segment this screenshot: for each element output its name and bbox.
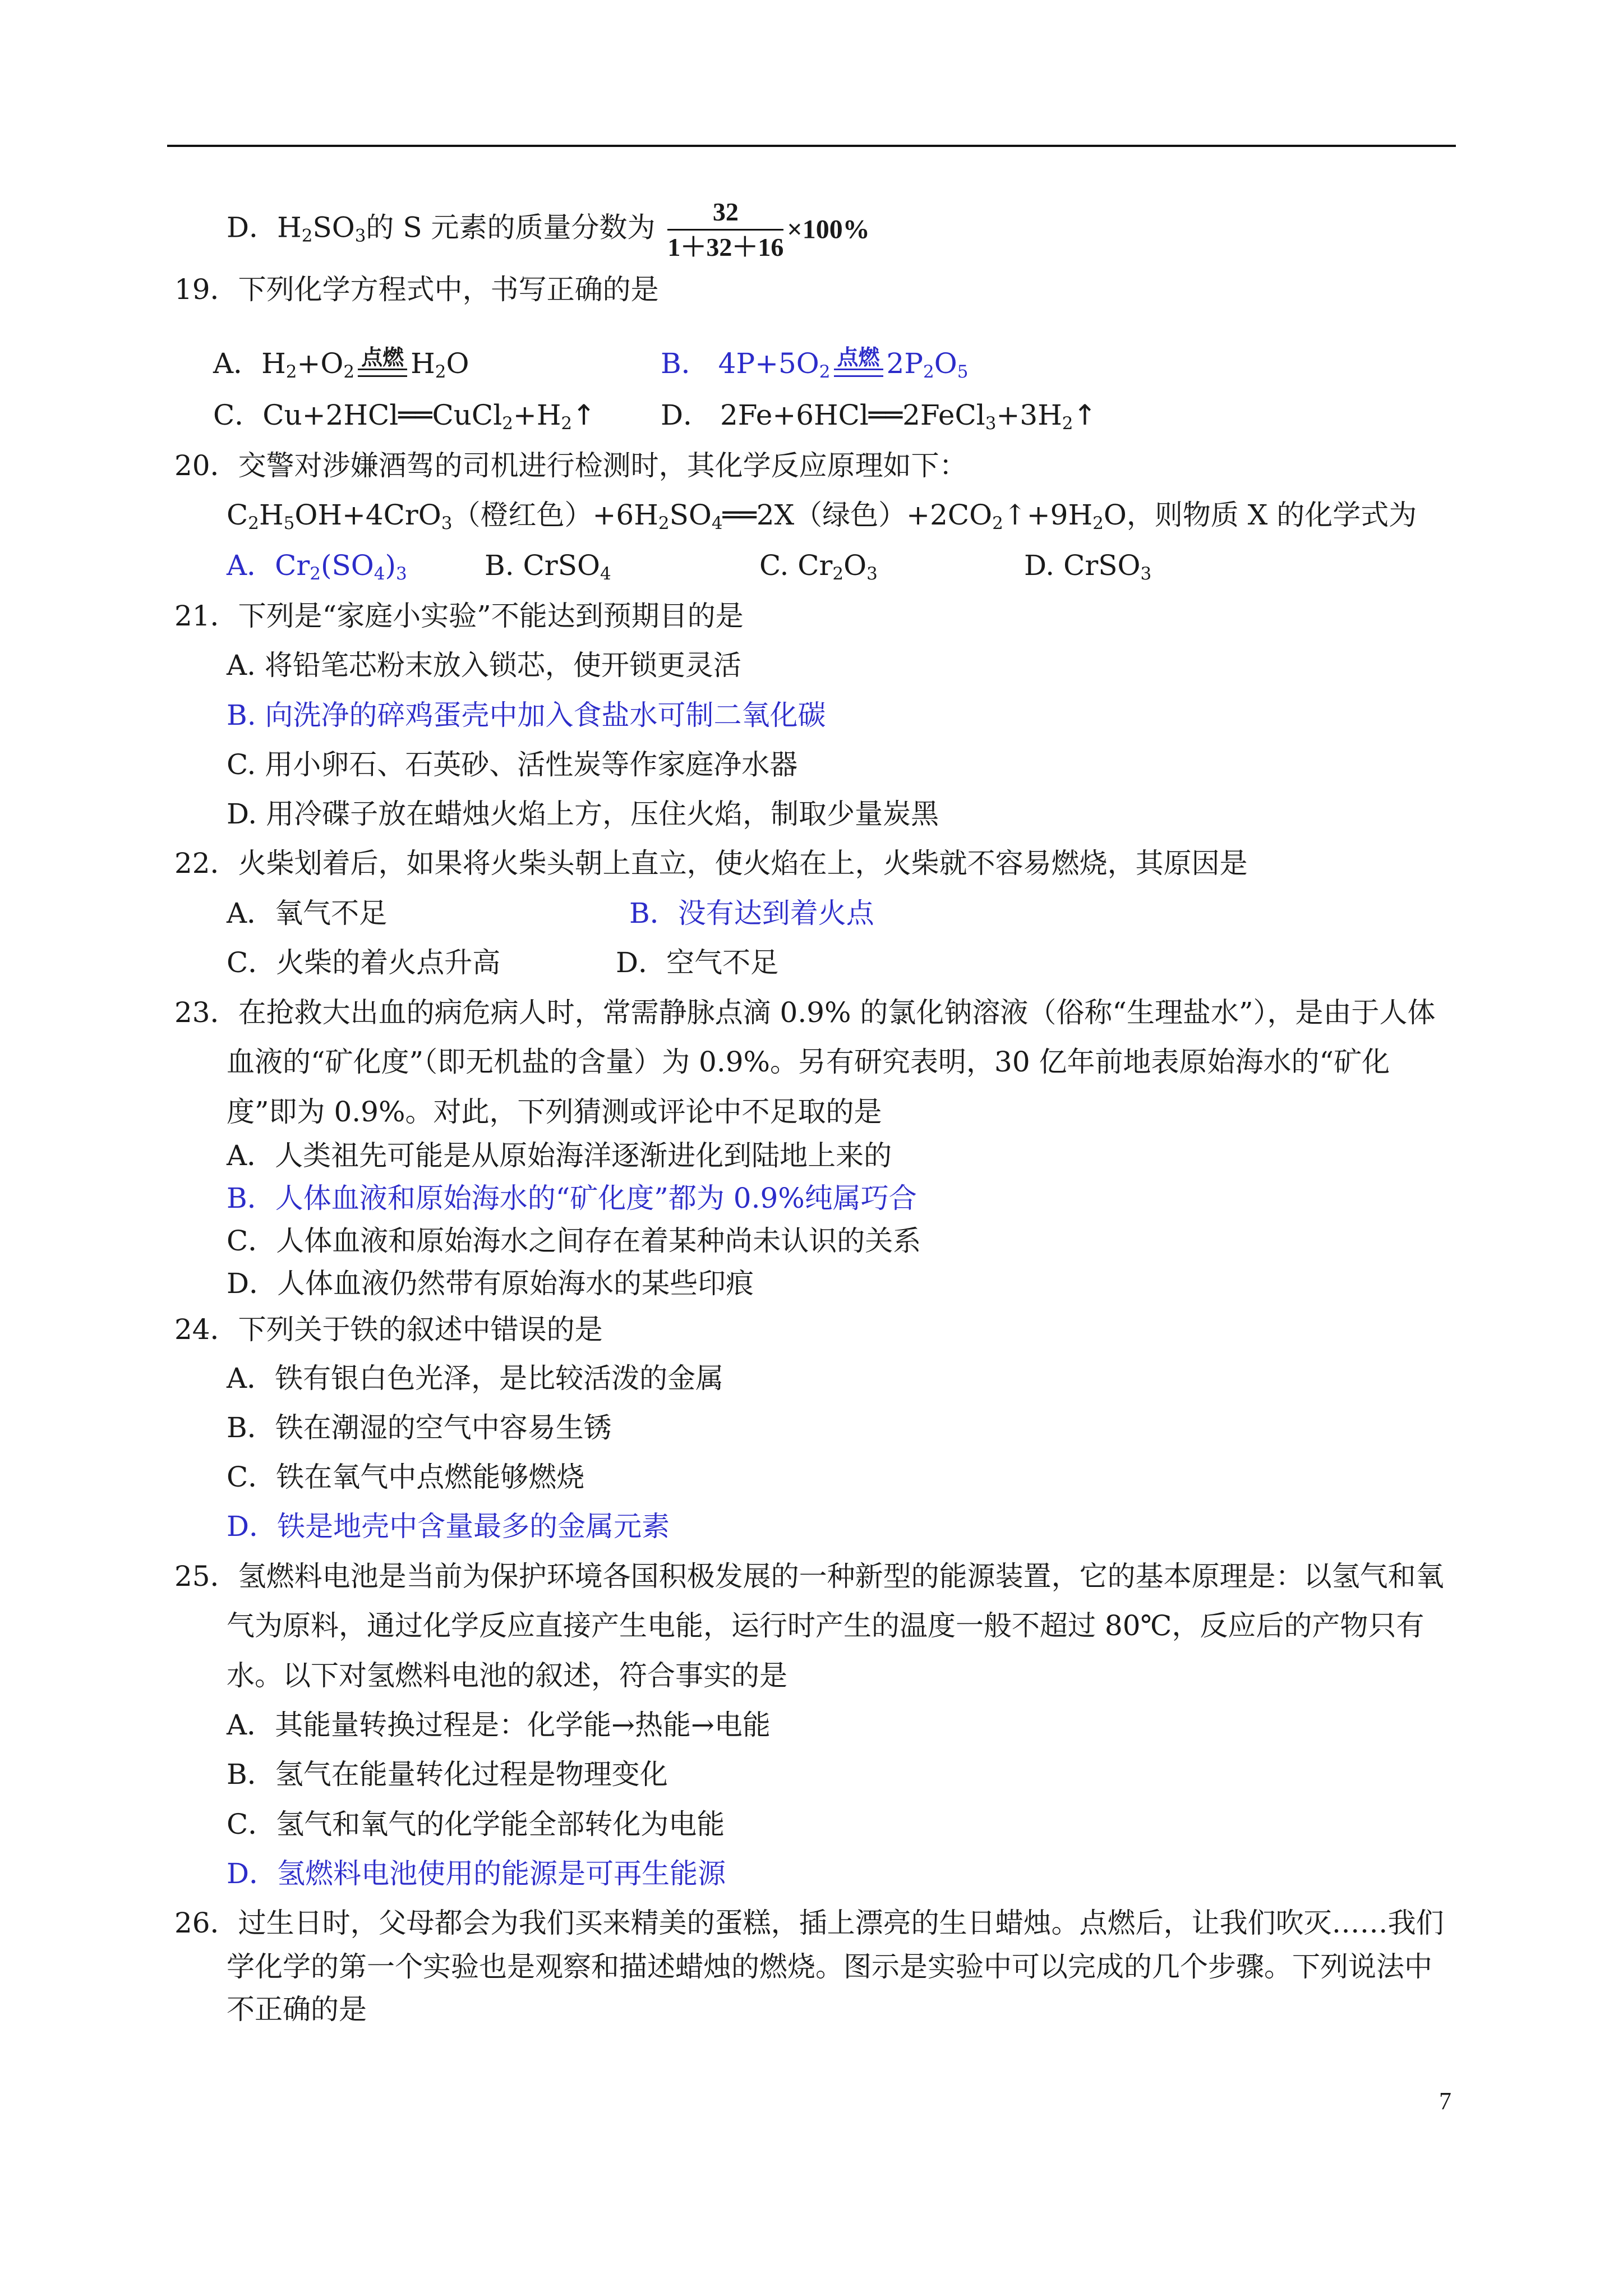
q20-equation: $C_2H_5OH+4CrO_3$（橙红色）$+6H_2SO_4══2X$（绿色）$+2CO_2↑+9H_2O$，则物质 X 的化学式为 [227, 499, 1417, 533]
q20-option-c: C. $Cr_2O_3$ [759, 549, 878, 584]
q19-option-d: D． $2Fe+6HCl══2FeCl_3+3H_2↑$ [661, 399, 1097, 434]
q21-option-a: A. 将铅笔芯粉末放入锁芯，使开锁更灵活 [227, 649, 741, 682]
q26-stem-line-2: 学化学的第一个实验也是观察和描述蜡烛的燃烧。图示是实验中可以完成的几个步骤。下列说法中 [227, 1950, 1432, 1983]
reaction-condition: 点燃 [834, 346, 883, 377]
page-number: 7 [1439, 2087, 1451, 2115]
q24-option-a: A．铁有银白色光泽，是比较活泼的金属 [227, 1362, 724, 1395]
q23-option-b: B．人体血液和原始海水的“矿化度”都为 0.9%纯属巧合 [227, 1182, 917, 1214]
q22-option-b: B．没有达到着火点 [629, 897, 874, 930]
q19-option-a: A．$H_2+O_2$ 点燃 $H_2O$ [213, 344, 469, 382]
q20-option-b: B. CrSO$_4$ [485, 549, 611, 584]
q19-option-c: C．$Cu+2HCl══CuCl_2+H_2↑$ [213, 399, 596, 434]
up-arrow-icon: ↑ [1073, 399, 1097, 431]
mass-fraction: $\frac{32}{1+32+16}$ [667, 197, 784, 261]
q24-option-d: D．铁是地壳中含量最多的金属元素 [227, 1510, 670, 1543]
q25-option-c: C．氢气和氧气的化学能全部转化为电能 [227, 1808, 725, 1841]
q23-stem-line-2: 血液的“矿化度”（即无机盐的含量）为 0.9%。另有研究表明，30 亿年前地表原始海水的“矿化 [227, 1046, 1390, 1078]
q25-option-b: B．氢气在能量转化过程是物理变化 [227, 1758, 668, 1791]
q22-option-a: A．氧气不足 [227, 897, 388, 930]
q23-option-d: D．人体血液仍然带有原始海水的某些印痕 [227, 1267, 754, 1300]
q20-option-a: A．$Cr_2(SO_4)_3$ [227, 549, 407, 584]
q21-option-d: D. 用冷碟子放在蜡烛火焰上方，压住火焰，制取少量炭黑 [227, 798, 939, 830]
q22-option-c: C．火柴的着火点升高 [227, 946, 501, 979]
q25-option-d: D．氢燃料电池使用的能源是可再生能源 [227, 1857, 726, 1890]
q19-option-b: B． $4P+5O_2$ 点燃 $2P_2O_5$ [661, 344, 969, 382]
q21-stem: 21．下列是“家庭小实验”不能达到预期目的是 [174, 600, 744, 632]
q18-option-d: D．$H_2SO_3$的 S 元素的质量分数为 $\frac{32}{1+32+16}$ ×100% [227, 197, 870, 261]
q24-option-c: C．铁在氧气中点燃能够燃烧 [227, 1461, 585, 1493]
q20-stem: 20．交警对涉嫌酒驾的司机进行检测时，其化学反应原理如下： [174, 449, 967, 482]
q25-stem-line-3: 水。以下对氢燃料电池的叙述，符合事实的是 [227, 1659, 787, 1692]
up-arrow-icon: ↑ [572, 399, 596, 431]
q23-stem-line-1: 23．在抢救大出血的病危病人时，常需静脉点滴 0.9% 的氯化钠溶液（俗称“生理盐水”），是由于人体 [174, 996, 1436, 1029]
q20-option-d: D. CrSO$_3$ [1024, 549, 1152, 584]
q26-stem-line-1: 26．过生日时，父母都会为我们买来精美的蛋糕，插上漂亮的生日蜡烛。点燃后，让我们吹灭……我们 [174, 1907, 1444, 1939]
q19-stem: 19．下列化学方程式中，书写正确的是 [174, 273, 659, 306]
q24-option-b: B．铁在潮湿的空气中容易生锈 [227, 1411, 612, 1444]
q24-stem: 24．下列关于铁的叙述中错误的是 [174, 1313, 603, 1346]
q23-stem-line-3: 度”即为 0.9%。对此，下列猜测或评论中不足取的是 [227, 1096, 882, 1128]
q26-stem-line-3: 不正确的是 [227, 1993, 367, 2026]
reaction-condition: 点燃 [358, 346, 407, 377]
q25-option-a: A．其能量转换过程是：化学能→热能→电能 [227, 1709, 771, 1741]
q22-stem: 22．火柴划着后，如果将火柴头朝上直立，使火焰在上，火柴就不容易燃烧，其原因是 [174, 847, 1248, 880]
q25-stem-line-1: 25．氢燃料电池是当前为保护环境各国积极发展的一种新型的能源装置，它的基本原理是：以氢气和氧 [174, 1560, 1444, 1593]
q21-option-c: C. 用小卵石、石英砂、活性炭等作家庭净水器 [227, 748, 798, 781]
header-rule [167, 145, 1456, 147]
q21-option-b: B. 向洗净的碎鸡蛋壳中加入食盐水可制二氧化碳 [227, 699, 826, 731]
q25-stem-line-2: 气为原料，通过化学反应直接产生电能，运行时产生的温度一般不超过 80℃，反应后的产物只有 [227, 1609, 1424, 1642]
q23-option-a: A．人类祖先可能是从原始海洋逐渐进化到陆地上来的 [227, 1139, 892, 1172]
q22-option-d: D．空气不足 [616, 946, 779, 979]
q23-option-c: C．人体血液和原始海水之间存在着某种尚未认识的关系 [227, 1225, 921, 1257]
